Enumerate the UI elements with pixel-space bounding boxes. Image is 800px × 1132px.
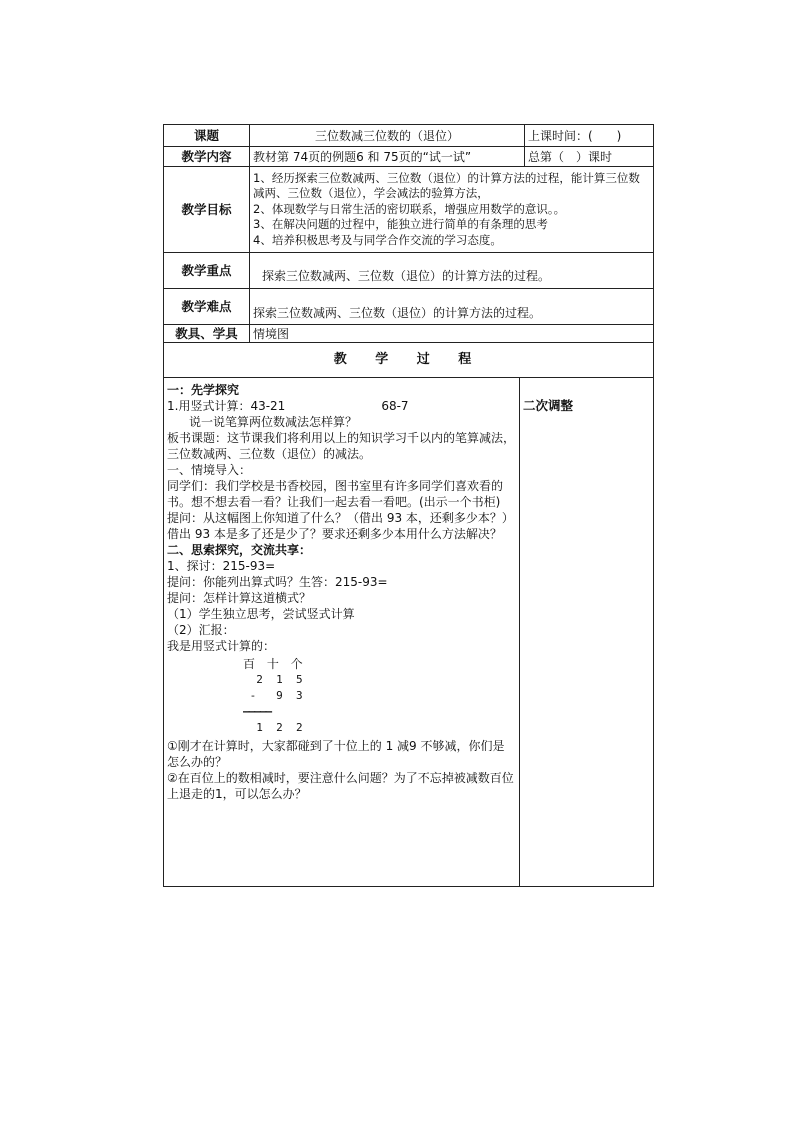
text-line: 提问：怎样计算这道横式？ [167, 591, 312, 605]
vertical-subtraction [243, 656, 516, 736]
tools-value: 情境图 [250, 325, 654, 343]
process-table [163, 342, 654, 887]
content-label: 教学内容 [164, 147, 250, 167]
text-line: 提问：从这幅图上你知道了什么？（借出 93 本，还剩多少本？） [167, 511, 514, 525]
place-value-header: 百 十 个 [243, 657, 307, 671]
difficulty-value: 探索三位数减两、三位数（退位）的计算方法的过程。 [250, 289, 654, 325]
process-title: 教 学 过 程 [164, 343, 654, 378]
calc-rule: ————— [243, 705, 272, 718]
text-line: （1）学生独立思考，尝试竖式计算 [167, 607, 355, 621]
total-hours: 总第（ ）课时 [525, 147, 654, 167]
process-title-row [164, 343, 654, 378]
topic-row [164, 125, 654, 147]
objectives-list [250, 167, 654, 253]
content-row [164, 147, 654, 167]
process-content [164, 378, 520, 887]
text-line: 借出 93 本是多了还是少了？要求还剩多少本用什么方法解决？ [167, 527, 502, 541]
minuend-row: 2 1 5 [243, 673, 303, 686]
adjust-column: 二次调整 [520, 378, 654, 887]
difficulty-row [164, 289, 654, 325]
text-line: 同学们：我们学校是书香校园，图书室里有许多同学们喜欢看的书。想不想去看一看？让我们一起去看一看吧。(出示一个书柜) [167, 479, 504, 509]
objectives-label: 教学目标 [164, 167, 250, 253]
process-body-row [164, 378, 654, 887]
difficulty-label: 教学难点 [164, 289, 250, 325]
lesson-plan-table [163, 124, 654, 343]
result-row: 1 2 2 [243, 721, 303, 734]
exercise-line [167, 398, 516, 414]
section-heading: 二、思索探究，交流共享： [167, 543, 312, 557]
section-heading: 一：先学探究 [167, 383, 240, 397]
exercise-b: 68-7 [381, 399, 409, 413]
topic-label: 课题 [164, 125, 250, 147]
text-line: 板书课题：这节课我们将利用以上的知识学习千以内的笔算减法，三位数减两、三位数（退位）的减法。 [167, 431, 516, 461]
content-value: 教材第 74页的例题6 和 75页的“试一试” [250, 147, 525, 167]
tools-row [164, 325, 654, 343]
class-time: 上课时间：( ) [525, 125, 654, 147]
text-line: 一、情境导入： [167, 463, 252, 477]
text-line: （2）汇报： [167, 623, 235, 637]
topic-value: 三位数减三位数的（退位） [250, 125, 525, 147]
lesson-plan [163, 124, 653, 887]
objective-item: 4、培养积极思考及与同学合作交流的学习态度。 [253, 232, 502, 247]
text-line: 提问：你能列出算式吗？生答：215-93= [167, 575, 388, 589]
key-label: 教学重点 [164, 253, 250, 289]
exercise-a: 1.用竖式计算：43-21 [167, 399, 286, 413]
objective-item: 3、在解决问题的过程中，能独立进行简单的有条理的思考 [253, 217, 548, 232]
objectives-row [164, 167, 654, 253]
objective-item: 2、体现数学与日常生活的密切联系，增强应用数学的意识。。 [253, 201, 566, 216]
objective-item: 1、经历探索三位数减两、三位数（退位）的计算方法的过程，能计算三位数减两、三位数（退位），学会减法的验算方法， [253, 170, 640, 201]
text-line: 说一说笔算两位数减法怎样算？ [189, 415, 358, 429]
text-line: 我是用竖式计算的： [167, 639, 276, 653]
tools-label: 教具、学具 [164, 325, 250, 343]
subtrahend-row: - 9 3 [243, 689, 303, 702]
text-line: 1、探讨：215-93= [167, 559, 276, 573]
question-line: ①刚才在计算时，大家都碰到了十位上的 1 减9 不够减，你们是怎么办的？ [167, 739, 505, 769]
key-value: 探索三位数减两、三位数（退位）的计算方法的过程。 [250, 253, 654, 289]
question-line: ②在百位上的数相减时，要注意什么问题？为了不忘掉被减数百位上退走的1，可以怎么办？ [167, 771, 514, 801]
key-row [164, 253, 654, 289]
